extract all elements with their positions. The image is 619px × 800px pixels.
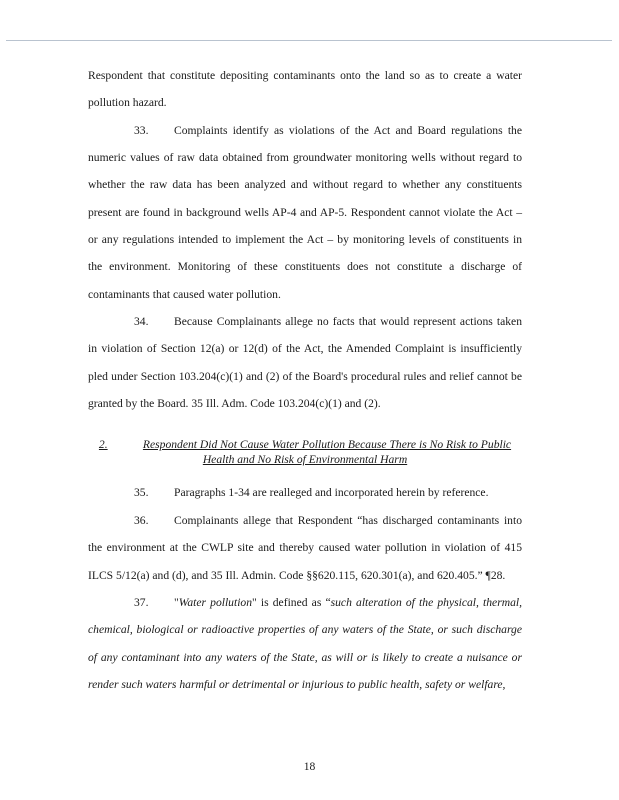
definition-text: such alteration of the physical, thermal, chemical, biological or radioactive properties of any waters of the State, or such discharge of any contaminant into any waters of the State, as will or is likely to create a nuisance or render such waters harmful or detrimental or injurious to public health, safety or welfare, bbox=[88, 595, 522, 691]
paragraph-continued: Respondent that constitute depositing contaminants onto the land so as to create a water pollution hazard. bbox=[88, 69, 522, 110]
paragraph-number: 37. bbox=[134, 595, 149, 609]
paragraph-text: Complaints identify as violations of the Act and Board regulations the numeric values of raw data obtained from groundwater monitoring wells without regard to whether the raw data has been analyzed and without regard to whether any constituents present are found in background wells AP-4 and AP-5. Respondent cannot violate the Act – or any regulations intended to implement the Act – by monitoring levels of constituents in the environment. Monitoring of these constituents does not constitute a discharge of contaminants that caused water pollution. bbox=[88, 123, 522, 301]
paragraph-35 bbox=[88, 479, 522, 506]
document-body bbox=[88, 62, 522, 698]
paragraph-number: 36. bbox=[134, 513, 149, 527]
header-rule bbox=[6, 40, 612, 41]
paragraph-36 bbox=[88, 507, 522, 589]
definition-intro: " is defined as “ bbox=[252, 595, 331, 609]
paragraph-number: 33. bbox=[134, 123, 149, 137]
quote-open: " bbox=[174, 595, 179, 609]
paragraph-37 bbox=[88, 589, 522, 698]
paragraph-number: 35. bbox=[134, 486, 149, 500]
paragraph-text: Paragraphs 1-34 are realleged and incorporated herein by reference. bbox=[174, 486, 489, 500]
heading-line-1: Respondent Did Not Cause Water Pollution Because There is No Risk to Public bbox=[142, 438, 512, 452]
defined-term: Water pollution bbox=[178, 595, 253, 609]
paragraph-text: Complainants allege that Respondent “has discharged contaminants into the environment at the CWLP site and thereby caused water pollution in violation of 415 ILCS 5/12(a) and (d), and 35 Ill. Admin. Code §§620.115, 620.301(a), and 620.405.” ¶28. bbox=[88, 513, 522, 582]
page-number: 18 bbox=[303, 760, 316, 773]
paragraph-34 bbox=[88, 308, 522, 417]
heading-line-2: Health and No Risk of Environmental Harm bbox=[202, 453, 408, 467]
paragraph-text: Because Complainants allege no facts that would represent actions taken in violation of Section 12(a) or 12(d) of the Act, the Amended Complaint is insufficiently pled under Section 103.204(c)(1) and (2) of the Board's procedural rules and relief cannot be granted by the Board. 35 Ill. Adm. Code 103.204(c)(1) and (2). bbox=[88, 315, 522, 411]
paragraph-number: 34. bbox=[134, 315, 149, 329]
section-heading bbox=[88, 437, 522, 467]
heading-number: 2. bbox=[98, 438, 108, 452]
paragraph-33 bbox=[88, 117, 522, 308]
